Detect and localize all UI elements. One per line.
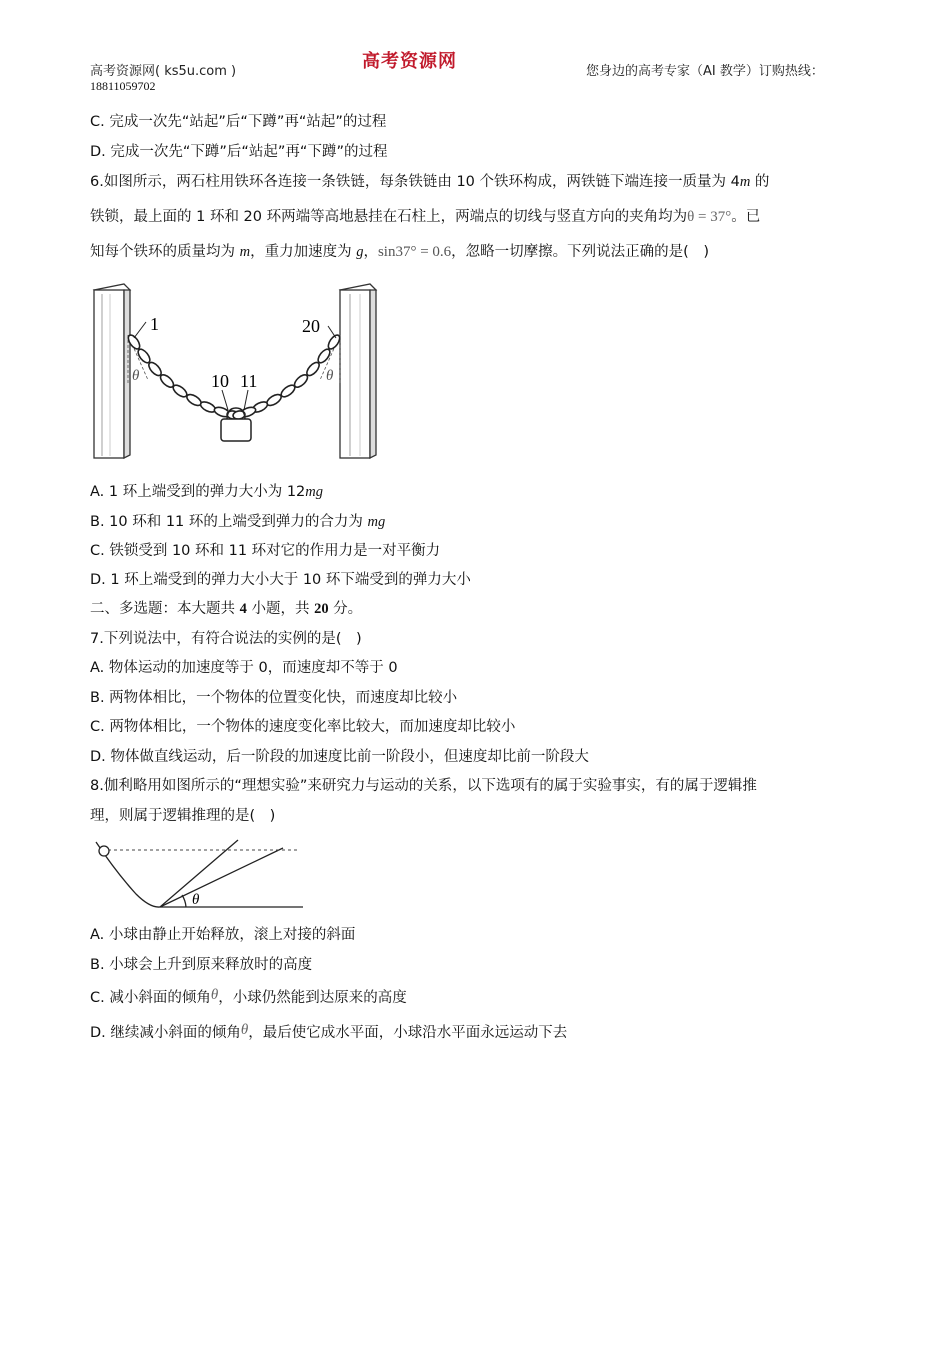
label-ring-11: 11 xyxy=(240,371,258,391)
q6-b-mg: mg xyxy=(367,514,386,530)
prev-option-d: D. 完成一次先“下蹲”后“站起”再“下蹲”的过程 xyxy=(90,144,388,160)
q8-option-d xyxy=(90,1021,567,1042)
q6-l3-c: ， xyxy=(363,244,378,260)
left-pillar xyxy=(94,284,130,458)
q6-l1-end: 的 xyxy=(750,174,770,190)
q7-option-a: A. 物体运动的加速度等于 0，而速度却不等于 0 xyxy=(90,660,398,676)
section-multi-choice-heading xyxy=(90,597,362,618)
section2-score: 20 xyxy=(314,601,329,617)
q6-option-b xyxy=(90,510,385,531)
theta-right: θ xyxy=(326,368,334,384)
q6-stem-line-3 xyxy=(90,240,709,261)
theta-label: θ xyxy=(192,892,200,908)
header-site-name: 高考资源网( ks5u.com ) xyxy=(90,64,237,79)
angle-arc xyxy=(182,895,186,907)
prev-option-c: C. 完成一次先“站起”后“下蹲”再“站起”的过程 xyxy=(90,114,387,130)
q6-l3-end: ，忽略一切摩擦。下列说法正确的是( ) xyxy=(451,244,709,260)
label-ring-1: 1 xyxy=(150,314,159,334)
shallow-incline xyxy=(160,848,283,907)
q8-stem-line-2: 理，则属于逻辑推理的是( ) xyxy=(90,808,276,824)
q8-c-post: ，小球仍然能到达原来的高度 xyxy=(218,990,407,1006)
q6-option-a xyxy=(90,480,323,501)
q6-l2-text: 铁锁，最上面的 1 环和 20 环两端等高地悬挂在石柱上，两端点的切线与竖直方向的夹角均为 xyxy=(90,209,688,225)
q6-stem-line-1 xyxy=(90,170,769,191)
q6-l3-b: ，重力加速度为 xyxy=(250,244,357,260)
q8-incline-figure xyxy=(88,832,308,914)
right-pillar xyxy=(340,284,376,458)
q6-l3-a: 知每个铁环的质量均为 xyxy=(90,244,240,260)
q6-option-d: D. 1 环上端受到的弹力大小大于 10 环下端受到的弹力大小 xyxy=(90,572,471,588)
section2-mid: 小题，共 xyxy=(246,601,315,617)
site-logo: 高考资源网 xyxy=(362,51,457,72)
q8-stem-line-1: 8.伽利略用如图所示的“理想实验”来研究力与运动的关系，以下选项有的属于实验事实，有的属于逻辑推 xyxy=(90,778,757,794)
q8-c-theta: θ xyxy=(210,987,219,1003)
q6-option-c: C. 铁锁受到 10 环和 11 环对它的作用力是一对平衡力 xyxy=(90,543,441,559)
q6-sin-formula: sin37° = 0.6 xyxy=(377,244,452,260)
q8-d-post: ，最后使它成水平面，小球沿水平面永远运动下去 xyxy=(248,1025,568,1041)
q8-option-a: A. 小球由静止开始释放，滚上对接的斜面 xyxy=(90,927,356,943)
label-ring-20: 20 xyxy=(302,316,320,336)
q7-option-c: C. 两物体相比，一个物体的速度变化率比较大，而加速度却比较小 xyxy=(90,719,516,735)
q8-d-theta: θ xyxy=(240,1022,249,1038)
q6-a-text: A. 1 环上端受到的弹力大小为 12 xyxy=(90,484,306,500)
q6-l3-m: m xyxy=(239,244,251,260)
header-hotline-label: 您身边的高考专家（AI 教学）订购热线： xyxy=(586,64,824,79)
section2-pre: 二、多选题：本大题共 xyxy=(90,601,240,617)
q8-option-c xyxy=(90,986,407,1007)
q8-option-b: B. 小球会上升到原来释放时的高度 xyxy=(90,957,313,973)
q6-b-text: B. 10 环和 11 环的上端受到弹力的合力为 xyxy=(90,514,368,530)
q6-stem-line-2 xyxy=(90,205,760,226)
q6-l1-m: m xyxy=(739,174,751,190)
ball xyxy=(99,846,109,856)
header-phone: 18811059702 xyxy=(90,79,156,93)
q6-a-mg: mg xyxy=(305,484,324,500)
q6-l1-text: 6.如图所示，两石柱用铁环各连接一条铁链，每条铁链由 10 个铁环构成，两铁链下端连接一质量为 4 xyxy=(90,174,740,190)
section2-post: 分。 xyxy=(328,601,363,617)
q6-angle-formula: θ = 37° xyxy=(687,209,732,225)
label-ring-10: 10 xyxy=(211,371,229,391)
theta-left: θ xyxy=(132,368,140,384)
q7-stem: 7.下列说法中，有符合说法的实例的是( ) xyxy=(90,631,362,647)
q7-option-d: D. 物体做直线运动，后一阶段的加速度比前一阶段小，但速度却比前一阶段大 xyxy=(90,749,589,765)
q8-c-pre: C. 减小斜面的倾角 xyxy=(90,990,211,1006)
q6-chain-figure xyxy=(88,280,388,465)
q6-l2-end: 。已 xyxy=(731,209,761,225)
q8-d-pre: D. 继续减小斜面的倾角 xyxy=(90,1025,241,1041)
q6-l3-g: g xyxy=(356,244,364,260)
section2-count: 4 xyxy=(239,601,247,617)
q7-option-b: B. 两物体相比，一个物体的位置变化快，而速度却比较小 xyxy=(90,690,458,706)
